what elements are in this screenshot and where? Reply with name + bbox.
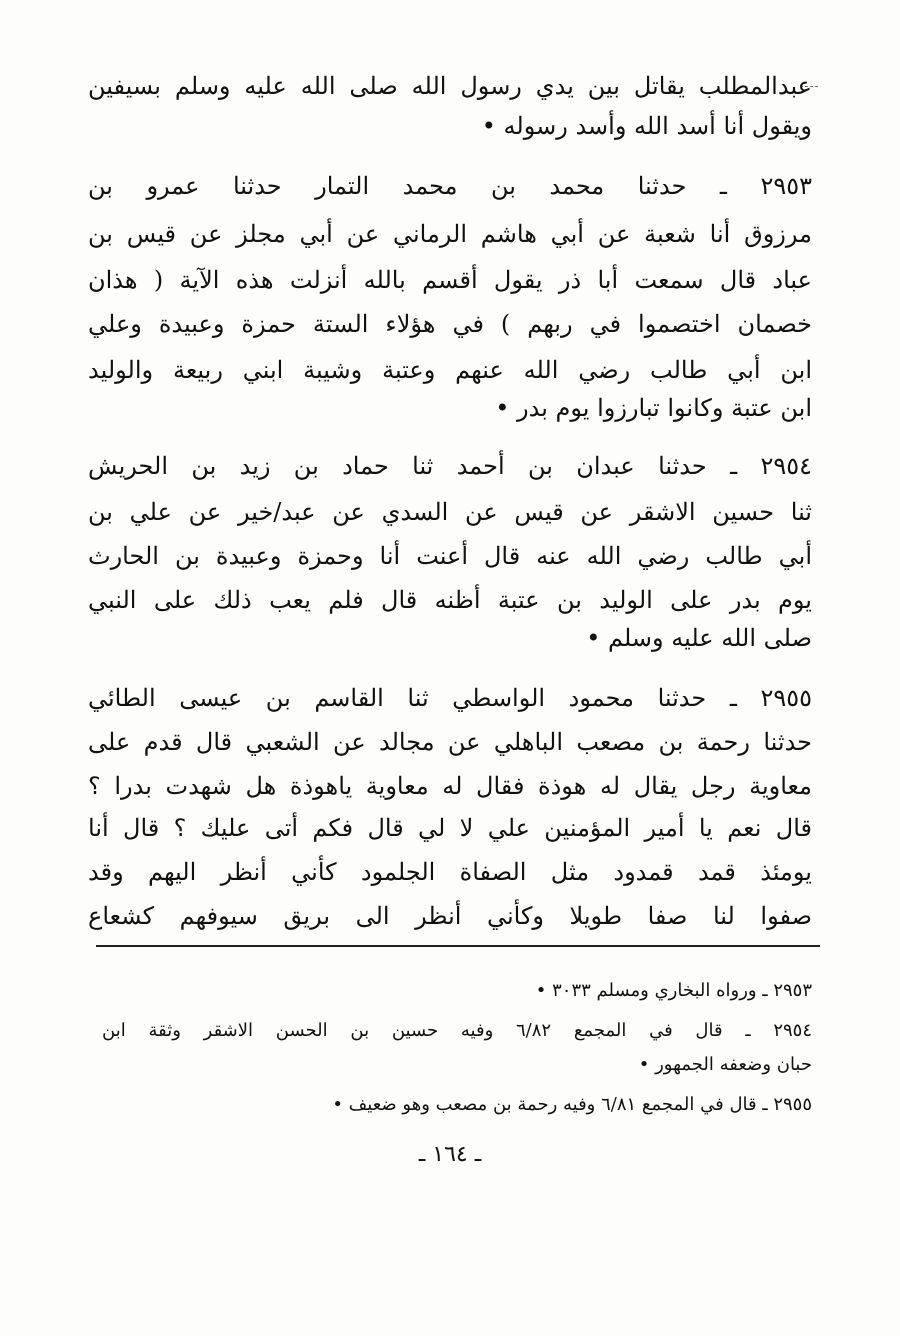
hadith-2954-line: أبي طالب رضي الله عنه قال أعنت أنا وحمزة وعبيدة بن الحارث (88, 542, 812, 570)
hadith-2954-line: ثنا حسين الاشقر عن قيس عن السدي عن عبد/خير عن علي بن (88, 498, 812, 526)
hadith-2954-line: ٢٩٥٤ ـ حدثنا عبدان بن أحمد ثنا حماد بن زيد بن الحريش (88, 452, 812, 480)
hadith-2953-line: خصمان اختصموا في ربهم ) في هؤلاء الستة حمزة وعبيدة وعلي (88, 310, 812, 338)
hadith-2953-line: ابن أبي طالب رضي الله عنهم وعتبة وشيبة ابني ربيعة والوليد (88, 356, 812, 384)
hadith-2955-line: حدثنا رحمة بن مصعب الباهلي عن مجالد عن الشعبي قال قدم على (88, 728, 812, 756)
footnote-2955: ٢٩٥٥ ـ قال في المجمع ٦/٨١ وفيه رحمة بن مصعب وهو ضعيف • (332, 1094, 812, 1115)
hadith-2955-line: يومئذ قمد قمدود مثل الصفاة الجلمود كأني أنظر اليهم وقد (88, 858, 812, 886)
body-line: ويقول أنا أسد الله وأسد رسوله • (481, 112, 812, 140)
page-number: ـ ١٦٤ ـ (418, 1142, 482, 1167)
hadith-2955-line: ٢٩٥٥ ـ حدثنا محمود الواسطي ثنا القاسم بن عيسى الطائي (88, 684, 812, 712)
body-line: عبدالمطلب يقاتل بين يدي رسول الله صلى الله عليه وسلم بسيفين (88, 72, 812, 100)
footnote-2954: ٢٩٥٤ ـ قال في المجمع ٦/٨٢ وفيه حسين بن الحسن الاشقر وثقة ابن (102, 1020, 812, 1041)
hadith-2955-line: معاوية رجل يقال له هوذة فقال له معاوية ياهوذة هل شهدت بدرا ؟ (88, 772, 812, 800)
hadith-2953-line: مرزوق أنا شعبة عن أبي هاشم الرماني عن أبي مجلز عن قيس بن (88, 220, 812, 248)
hadith-2954-line: يوم بدر على الوليد بن عتبة أظنه قال فلم يعب ذلك على النبي (88, 586, 812, 614)
hadith-2953-line: ابن عتبة وكانوا تبارزوا يوم بدر • (495, 394, 812, 422)
hadith-2953-line: ٢٩٥٣ ـ حدثنا محمد بن محمد التمار حدثنا عمرو بن (88, 172, 812, 200)
footnote-divider (96, 945, 820, 947)
hadith-2955-line: قال نعم يا أمير المؤمنين علي لا لي قال فكم أتى عليك ؟ قال أنا (88, 814, 812, 842)
footnote-2953: ٢٩٥٣ ـ ورواه البخاري ومسلم ٣٠٣٣ • (535, 980, 812, 1001)
footnote-2954-continued: حبان وضعفه الجمهور • (638, 1054, 812, 1075)
hadith-2953-line: عباد قال سمعت أبا ذر يقول أقسم بالله أنزلت هذه الآية ( هذان (88, 266, 812, 294)
hadith-2954-line: صلى الله عليه وسلم • (586, 624, 812, 652)
hadith-2955-line: صفوا لنا صفا طويلا وكأني أنظر الى بريق سيوفهم كشعاع (88, 902, 812, 930)
